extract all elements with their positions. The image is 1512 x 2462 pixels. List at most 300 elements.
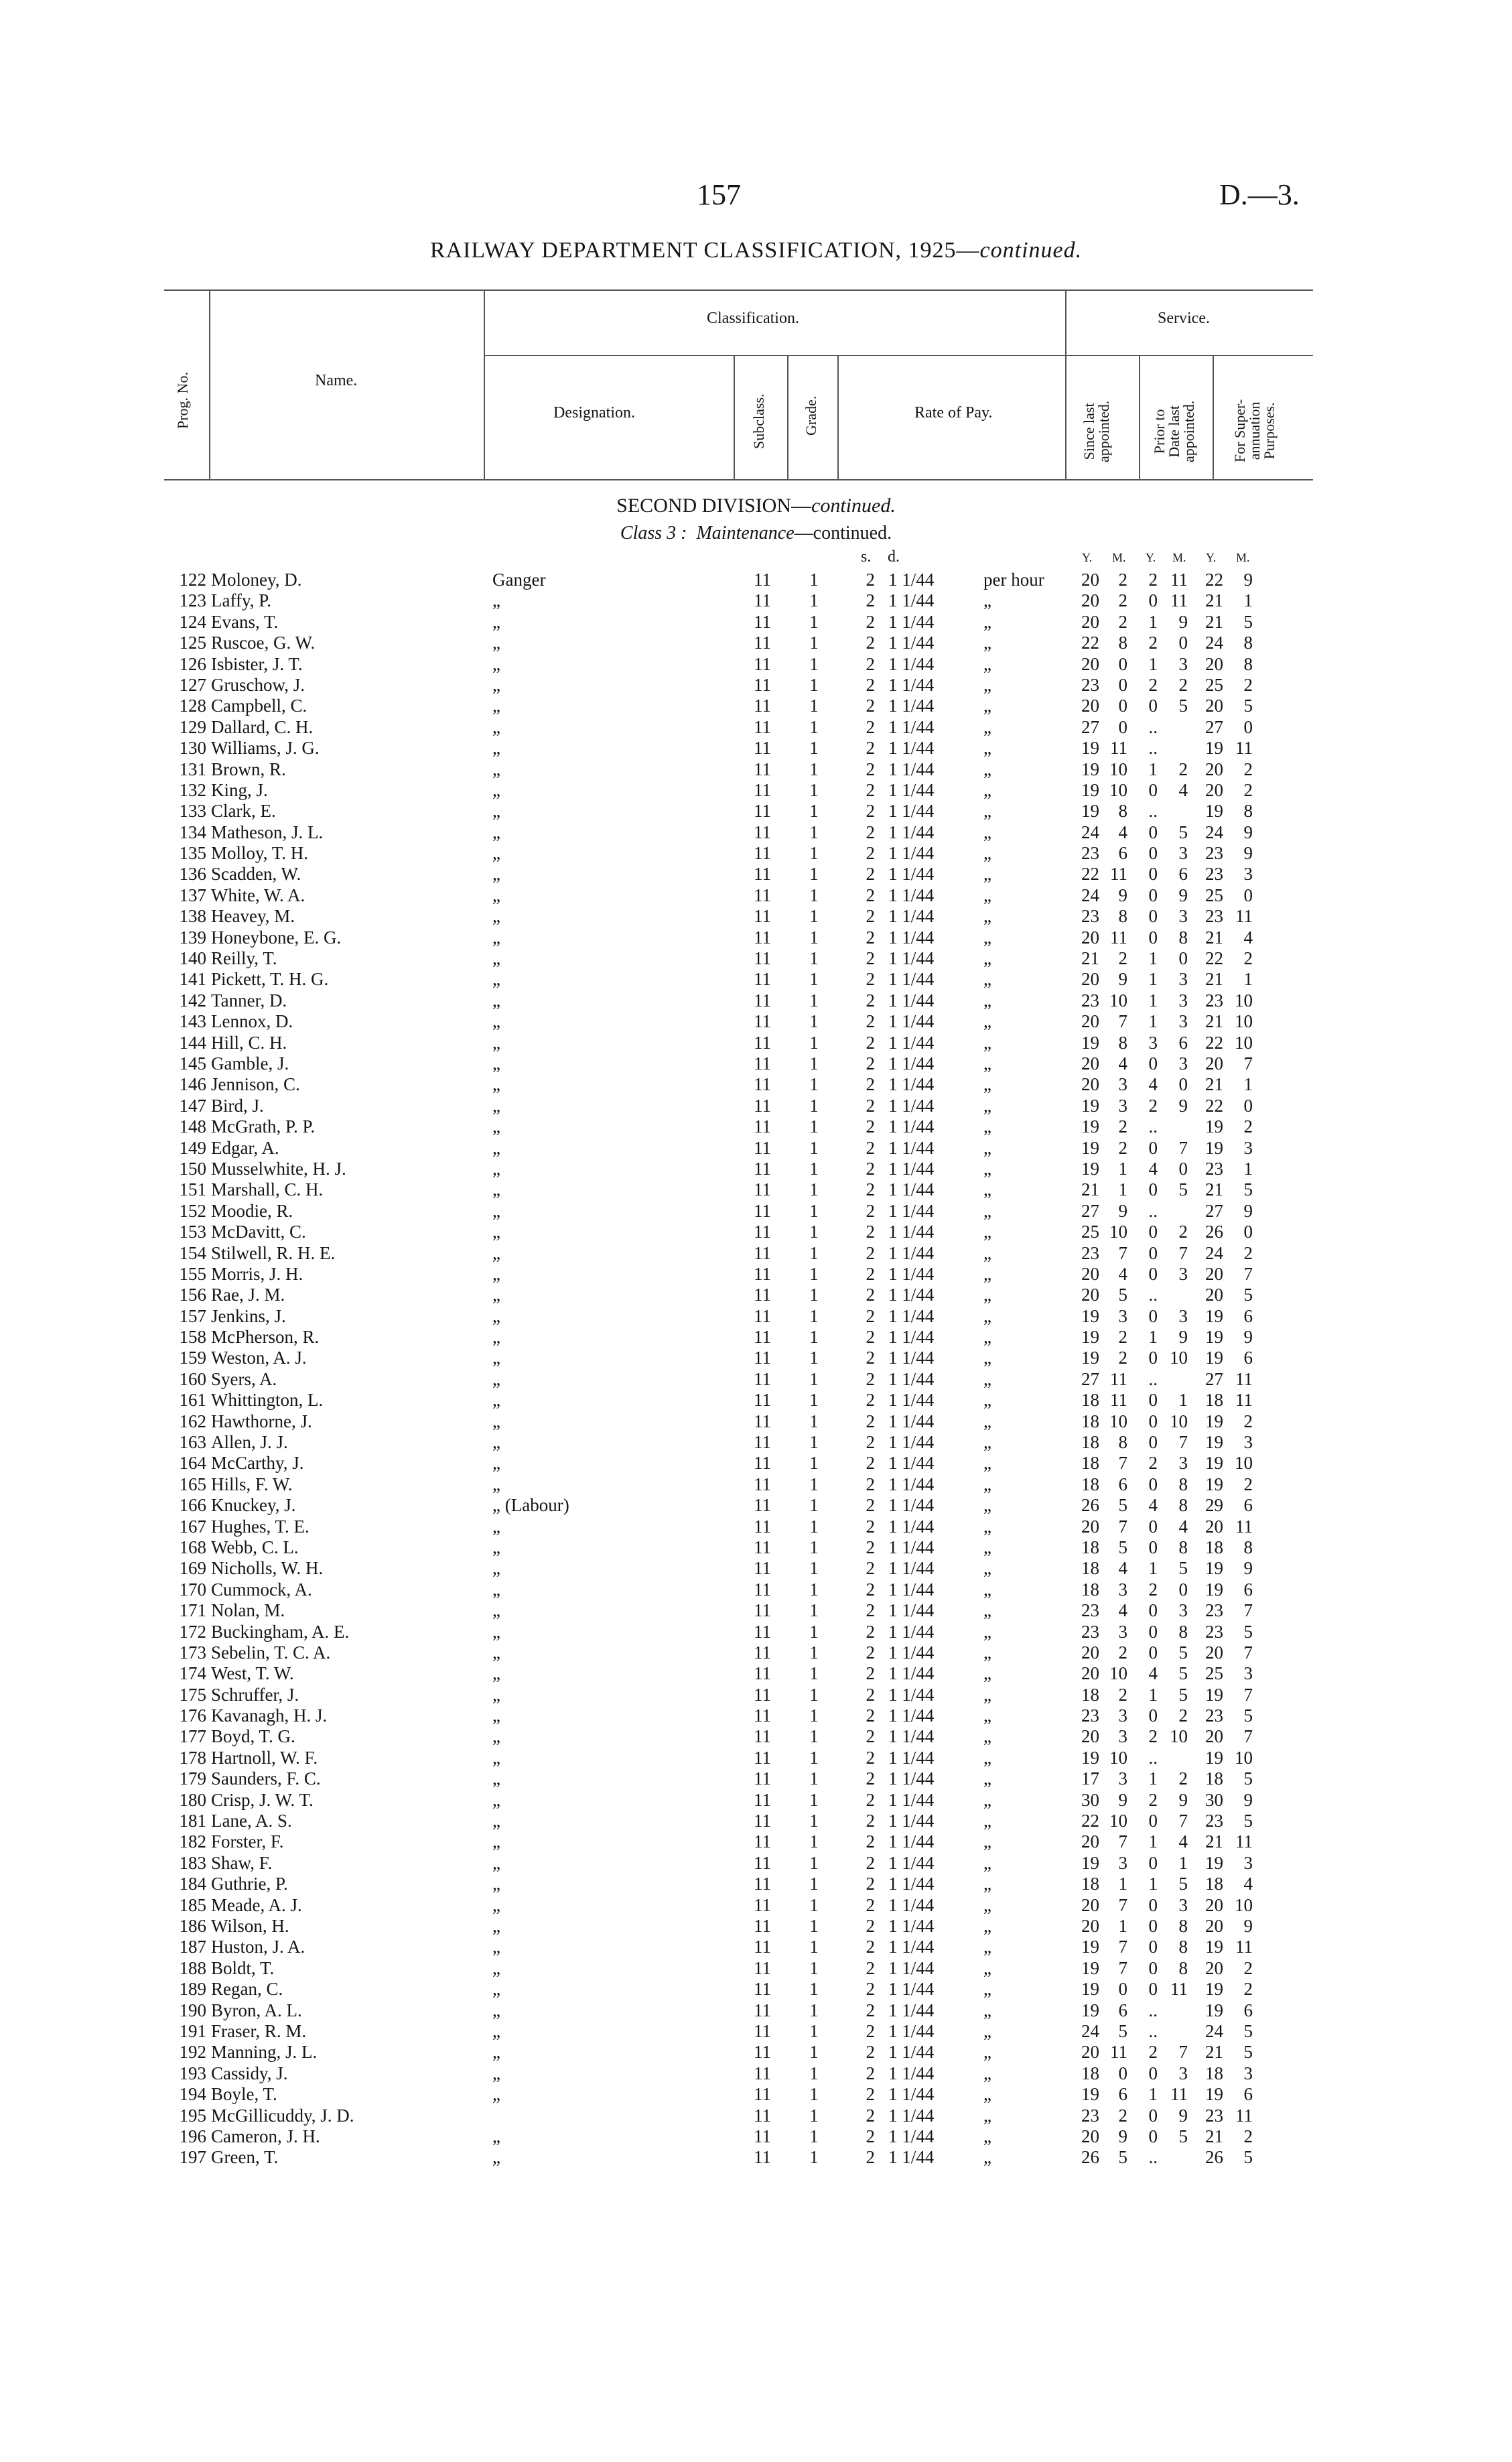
rate-period: „ xyxy=(983,1495,991,1516)
rate-period: „ xyxy=(983,1285,991,1305)
subclass: 11 xyxy=(754,1979,771,2000)
rate-shillings: 2 xyxy=(866,1663,875,1684)
employee-name: Ruscoe, G. W. xyxy=(211,633,316,653)
subclass: 11 xyxy=(754,1642,771,1663)
employee-name: Scadden, W. xyxy=(211,864,301,885)
subclass: 11 xyxy=(754,1348,771,1368)
rate-shillings: 2 xyxy=(866,674,875,695)
rate-period: „ xyxy=(983,1263,991,1284)
prior-years: 0 xyxy=(1148,2063,1158,2083)
prior-months: 8 xyxy=(1178,1937,1188,1957)
super-months: 3 xyxy=(1243,1852,1253,1873)
employee-name: White, W. A. xyxy=(211,885,305,905)
prog-number: 167 xyxy=(179,1516,206,1537)
super-months: 7 xyxy=(1243,1642,1253,1663)
rate-pence: 1 1/44 xyxy=(888,927,935,948)
rate-period: „ xyxy=(983,927,991,948)
header-since-last: Since last appointed. xyxy=(1081,400,1112,462)
prior-months: 5 xyxy=(1178,822,1188,842)
super-months: 10 xyxy=(1235,1747,1253,1768)
rate-period: „ xyxy=(983,1390,991,1411)
prog-number: 169 xyxy=(179,1558,206,1579)
rate-shillings: 2 xyxy=(866,1831,875,1852)
rate-period: „ xyxy=(983,1684,991,1705)
grade: 1 xyxy=(809,716,819,737)
rate-period: „ xyxy=(983,1179,991,1200)
super-months: 3 xyxy=(1243,1663,1253,1684)
since-last-years: 19 xyxy=(1081,1747,1099,1768)
prior-years: 1 xyxy=(1148,948,1158,969)
grade: 1 xyxy=(809,1852,819,1873)
prog-number: 180 xyxy=(179,1789,206,1810)
unit-years-3: Y. xyxy=(1206,551,1217,564)
super-years: 19 xyxy=(1205,1937,1223,1957)
classification-rule xyxy=(484,355,1065,356)
super-years: 27 xyxy=(1205,716,1223,737)
rate-shillings: 2 xyxy=(866,1874,875,1894)
rate-shillings: 2 xyxy=(866,990,875,1011)
super-years: 29 xyxy=(1205,1495,1223,1516)
rate-pence: 1 1/44 xyxy=(888,1327,935,1348)
designation: „ xyxy=(492,779,500,800)
header-subclass: Subclass. xyxy=(750,393,767,449)
rate-shillings: 2 xyxy=(866,1390,875,1411)
super-months: 5 xyxy=(1243,1179,1253,1200)
rate-period: „ xyxy=(983,1095,991,1116)
grade: 1 xyxy=(809,1200,819,1221)
since-last-years: 19 xyxy=(1081,1348,1099,1368)
super-months: 10 xyxy=(1235,1032,1253,1053)
rate-shillings: 2 xyxy=(866,2000,875,2020)
rate-pence: 1 1/44 xyxy=(888,2000,935,2020)
prog-number: 158 xyxy=(179,1327,206,1348)
prior-months: 10 xyxy=(1170,1726,1188,1747)
super-months: 8 xyxy=(1243,801,1253,822)
super-years: 23 xyxy=(1205,1621,1223,1642)
table-row xyxy=(0,696,1512,716)
rate-period: „ xyxy=(983,948,991,969)
table-row xyxy=(0,780,1512,801)
prior-months: 3 xyxy=(1178,653,1188,674)
prog-number: 194 xyxy=(179,2084,206,2105)
super-years: 21 xyxy=(1205,1011,1223,1032)
rate-shillings: 2 xyxy=(866,1811,875,1831)
employee-name: Moloney, D. xyxy=(211,570,302,590)
subclass: 11 xyxy=(754,2147,771,2168)
subclass: 11 xyxy=(754,2063,771,2083)
prior-months: 4 xyxy=(1178,1516,1188,1537)
rate-pence: 1 1/44 xyxy=(888,1768,935,1789)
grade: 1 xyxy=(809,1222,819,1242)
super-months: 1 xyxy=(1243,1074,1253,1095)
super-months: 9 xyxy=(1243,843,1253,864)
employee-name: Nicholls, W. H. xyxy=(211,1558,324,1579)
super-months: 5 xyxy=(1243,1285,1253,1305)
prior-months: 8 xyxy=(1178,1537,1188,1557)
rate-pence: 1 1/44 xyxy=(888,759,935,779)
since-last-months: 3 xyxy=(1118,1074,1127,1095)
employee-name: Kavanagh, H. J. xyxy=(211,1705,328,1726)
rate-pence: 1 1/44 xyxy=(888,1789,935,1810)
prior-years: 2 xyxy=(1148,1453,1158,1474)
prog-number: 193 xyxy=(179,2063,206,2083)
since-last-years: 19 xyxy=(1081,759,1099,779)
since-last-months: 2 xyxy=(1118,590,1127,611)
since-last-years: 27 xyxy=(1081,716,1099,737)
employee-name: Knuckey, J. xyxy=(211,1495,296,1516)
prior-years: 0 xyxy=(1148,864,1158,885)
since-last-years: 19 xyxy=(1081,1852,1099,1873)
designation: „ xyxy=(492,1327,500,1348)
since-last-years: 20 xyxy=(1081,653,1099,674)
subclass: 11 xyxy=(754,1831,771,1852)
designation: „ xyxy=(492,1390,500,1411)
super-months: 6 xyxy=(1243,2084,1253,2105)
grade: 1 xyxy=(809,1768,819,1789)
prior-months: 11 xyxy=(1170,570,1188,590)
prior-months: 5 xyxy=(1178,2126,1188,2146)
employee-name: Edgar, A. xyxy=(211,1137,279,1158)
subclass: 11 xyxy=(754,1600,771,1621)
prior-years: 0 xyxy=(1148,1242,1158,1263)
employee-name: Brown, R. xyxy=(211,759,286,779)
rate-pence: 1 1/44 xyxy=(888,1032,935,1053)
since-last-years: 19 xyxy=(1081,801,1099,822)
table-row xyxy=(0,1053,1512,1074)
super-years: 19 xyxy=(1205,801,1223,822)
employee-name: McDavitt, C. xyxy=(211,1222,306,1242)
rate-shillings: 2 xyxy=(866,969,875,990)
rate-period: „ xyxy=(983,1032,991,1053)
prog-number: 179 xyxy=(179,1768,206,1789)
table-row xyxy=(0,1853,1512,1874)
designation: „ xyxy=(492,1811,500,1831)
designation: „ xyxy=(492,1937,500,1957)
since-last-years: 19 xyxy=(1081,1032,1099,1053)
prog-number: 151 xyxy=(179,1179,206,1200)
prior-months: 7 xyxy=(1178,1811,1188,1831)
prior-years: 0 xyxy=(1148,1916,1158,1936)
prior-years: 3 xyxy=(1148,1032,1158,1053)
since-last-years: 18 xyxy=(1081,2063,1099,2083)
rate-shillings: 2 xyxy=(866,2126,875,2146)
since-last-years: 19 xyxy=(1081,1327,1099,1348)
rate-shillings: 2 xyxy=(866,948,875,969)
rate-shillings: 2 xyxy=(866,1011,875,1032)
rate-shillings: 2 xyxy=(866,1979,875,2000)
subclass: 11 xyxy=(754,1789,771,1810)
since-last-years: 19 xyxy=(1081,738,1099,759)
prior-months: 10 xyxy=(1170,1348,1188,1368)
since-last-years: 19 xyxy=(1081,1158,1099,1179)
subclass: 11 xyxy=(754,1368,771,1389)
super-years: 20 xyxy=(1205,1916,1223,1936)
grade: 1 xyxy=(809,927,819,948)
rate-period: „ xyxy=(983,759,991,779)
subclass: 11 xyxy=(754,1705,771,1726)
since-last-years: 18 xyxy=(1081,1432,1099,1453)
rate-period: „ xyxy=(983,1642,991,1663)
prog-number: 189 xyxy=(179,1979,206,2000)
rate-shillings: 2 xyxy=(866,653,875,674)
employee-name: Tanner, D. xyxy=(211,990,287,1011)
prior-months: 4 xyxy=(1178,1831,1188,1852)
since-last-years: 20 xyxy=(1081,2042,1099,2063)
designation: „ xyxy=(492,1158,500,1179)
subclass: 11 xyxy=(754,633,771,653)
rate-shillings: 2 xyxy=(866,2105,875,2126)
rate-period: „ xyxy=(983,674,991,695)
designation: „ xyxy=(492,1852,500,1873)
designation: „ xyxy=(492,2084,500,2105)
prior-years: 0 xyxy=(1148,1537,1158,1557)
since-last-years: 20 xyxy=(1081,1831,1099,1852)
table-row xyxy=(0,1011,1512,1032)
since-last-years: 20 xyxy=(1081,1894,1099,1915)
prior-years: 4 xyxy=(1148,1663,1158,1684)
super-years: 21 xyxy=(1205,1074,1223,1095)
col-divider-8 xyxy=(1213,355,1214,479)
super-years: 21 xyxy=(1205,611,1223,632)
prior-months: 3 xyxy=(1178,843,1188,864)
employee-name: Heavey, M. xyxy=(211,906,295,927)
super-months: 3 xyxy=(1243,1137,1253,1158)
rate-pence: 1 1/44 xyxy=(888,1621,935,1642)
table-row xyxy=(0,612,1512,633)
super-months: 11 xyxy=(1235,1937,1253,1957)
table-row xyxy=(0,1179,1512,1200)
subclass: 11 xyxy=(754,1285,771,1305)
prog-number: 165 xyxy=(179,1474,206,1494)
designation: „ xyxy=(492,2000,500,2020)
prior-months: 11 xyxy=(1170,1979,1188,2000)
prior-years: .. xyxy=(1148,738,1158,759)
super-months: 7 xyxy=(1243,1053,1253,1074)
unit-months-2: M. xyxy=(1172,551,1186,564)
employee-name: Weston, A. J. xyxy=(211,1348,307,1368)
super-years: 19 xyxy=(1205,1348,1223,1368)
subclass: 11 xyxy=(754,1327,771,1348)
rate-pence: 1 1/44 xyxy=(888,633,935,653)
since-last-months: 4 xyxy=(1118,1263,1127,1284)
designation: „ xyxy=(492,2042,500,2063)
subclass: 11 xyxy=(754,1811,771,1831)
col-divider-1 xyxy=(209,289,210,479)
grade: 1 xyxy=(809,2042,819,2063)
table-row xyxy=(0,990,1512,1011)
rate-pence: 1 1/44 xyxy=(888,990,935,1011)
table-row xyxy=(0,1831,1512,1852)
service-rule xyxy=(1065,355,1313,356)
rate-pence: 1 1/44 xyxy=(888,1305,935,1326)
since-last-months: 4 xyxy=(1118,1053,1127,1074)
prog-number: 166 xyxy=(179,1495,206,1516)
employee-name: Boldt, T. xyxy=(211,1957,275,1978)
table-row xyxy=(0,1748,1512,1768)
super-months: 5 xyxy=(1243,696,1253,716)
grade: 1 xyxy=(809,1558,819,1579)
super-years: 23 xyxy=(1205,990,1223,1011)
employee-name: Buckingham, A. E. xyxy=(211,1621,350,1642)
table-row xyxy=(0,1453,1512,1474)
designation: „ xyxy=(492,716,500,737)
rate-shillings: 2 xyxy=(866,1158,875,1179)
grade: 1 xyxy=(809,1579,819,1600)
designation: „ xyxy=(492,906,500,927)
since-last-months: 2 xyxy=(1118,1137,1127,1158)
table-row xyxy=(0,2147,1512,2168)
table-row xyxy=(0,1685,1512,1705)
prior-years: 0 xyxy=(1148,2105,1158,2126)
rate-period: „ xyxy=(983,1937,991,1957)
since-last-months: 3 xyxy=(1118,1726,1127,1747)
prior-years: 0 xyxy=(1148,906,1158,927)
table-row xyxy=(0,1895,1512,1916)
super-years: 20 xyxy=(1205,1642,1223,1663)
since-last-years: 24 xyxy=(1081,822,1099,842)
since-last-years: 20 xyxy=(1081,1011,1099,1032)
since-last-months: 2 xyxy=(1118,570,1127,590)
designation: „ xyxy=(492,696,500,716)
super-years: 20 xyxy=(1205,759,1223,779)
prior-months: 11 xyxy=(1170,2084,1188,2105)
rate-shillings: 2 xyxy=(866,1453,875,1474)
prior-months: 9 xyxy=(1178,1789,1188,1810)
header-prior-to: Prior to Date last appointed. xyxy=(1151,400,1197,462)
rate-pence: 1 1/44 xyxy=(888,1705,935,1726)
grade: 1 xyxy=(809,1432,819,1453)
prog-number: 148 xyxy=(179,1116,206,1137)
rate-shillings: 2 xyxy=(866,1621,875,1642)
rate-period: „ xyxy=(983,1705,991,1726)
super-months: 1 xyxy=(1243,969,1253,990)
since-last-years: 18 xyxy=(1081,1874,1099,1894)
since-last-months: 3 xyxy=(1118,1305,1127,1326)
rate-pence: 1 1/44 xyxy=(888,1537,935,1557)
prior-months: 3 xyxy=(1178,906,1188,927)
since-last-years: 22 xyxy=(1081,633,1099,653)
super-years: 20 xyxy=(1205,779,1223,800)
since-last-months: 8 xyxy=(1118,906,1127,927)
designation: „ xyxy=(492,1663,500,1684)
table-row xyxy=(0,1726,1512,1747)
col-divider-6 xyxy=(1065,289,1067,479)
prior-years: 0 xyxy=(1148,1642,1158,1663)
since-last-months: 3 xyxy=(1118,1705,1127,1726)
since-last-years: 19 xyxy=(1081,1937,1099,1957)
grade: 1 xyxy=(809,1032,819,1053)
subclass: 11 xyxy=(754,1032,771,1053)
since-last-years: 20 xyxy=(1081,1642,1099,1663)
super-months: 6 xyxy=(1243,2000,1253,2020)
subclass: 11 xyxy=(754,969,771,990)
employee-name: Jenkins, J. xyxy=(211,1305,286,1326)
since-last-years: 20 xyxy=(1081,1285,1099,1305)
grade: 1 xyxy=(809,1053,819,1074)
employee-name: Cameron, J. H. xyxy=(211,2126,320,2146)
since-last-months: 8 xyxy=(1118,1032,1127,1053)
prog-number: 190 xyxy=(179,2000,206,2020)
super-months: 2 xyxy=(1243,759,1253,779)
since-last-years: 23 xyxy=(1081,1242,1099,1263)
rate-shillings: 2 xyxy=(866,1768,875,1789)
prog-number: 192 xyxy=(179,2042,206,2063)
employee-name: Jennison, C. xyxy=(211,1074,300,1095)
header-rate-of-pay: Rate of Pay. xyxy=(914,404,993,422)
subclass: 11 xyxy=(754,1242,771,1263)
prog-number: 183 xyxy=(179,1852,206,1873)
super-months: 11 xyxy=(1235,1390,1253,1411)
table-row xyxy=(0,1958,1512,1979)
super-months: 8 xyxy=(1243,1537,1253,1557)
since-last-months: 10 xyxy=(1109,779,1127,800)
since-last-months: 8 xyxy=(1118,1432,1127,1453)
prior-years: 0 xyxy=(1148,1390,1158,1411)
prior-months: 1 xyxy=(1178,1852,1188,1873)
grade: 1 xyxy=(809,1474,819,1494)
grade: 1 xyxy=(809,590,819,611)
since-last-months: 11 xyxy=(1110,2042,1127,2063)
subclass: 11 xyxy=(754,1747,771,1768)
designation: „ xyxy=(492,759,500,779)
prior-months: 4 xyxy=(1178,779,1188,800)
grade: 1 xyxy=(809,1874,819,1894)
employee-name: Pickett, T. H. G. xyxy=(211,969,329,990)
grade: 1 xyxy=(809,1789,819,1810)
employee-name: Evans, T. xyxy=(211,611,279,632)
table-caption xyxy=(0,238,1512,263)
rate-shillings: 2 xyxy=(866,927,875,948)
grade: 1 xyxy=(809,1831,819,1852)
rate-period: „ xyxy=(983,696,991,716)
prior-years: .. xyxy=(1148,1747,1158,1768)
rate-pence: 1 1/44 xyxy=(888,2084,935,2105)
super-years: 21 xyxy=(1205,590,1223,611)
header-name: Name. xyxy=(315,372,358,389)
rate-period: „ xyxy=(983,843,991,864)
rate-pence: 1 1/44 xyxy=(888,1222,935,1242)
employee-name: Matheson, J. L. xyxy=(211,822,324,842)
table-row xyxy=(0,1579,1512,1600)
prog-number: 163 xyxy=(179,1432,206,1453)
designation: „ xyxy=(492,1874,500,1894)
rate-shillings: 2 xyxy=(866,2042,875,2063)
super-years: 21 xyxy=(1205,1831,1223,1852)
subclass: 11 xyxy=(754,990,771,1011)
rate-shillings: 2 xyxy=(866,1894,875,1915)
since-last-months: 7 xyxy=(1118,1242,1127,1263)
rate-pence: 1 1/44 xyxy=(888,1957,935,1978)
employee-name: McPherson, R. xyxy=(211,1327,320,1348)
prior-years: .. xyxy=(1148,1368,1158,1389)
grade: 1 xyxy=(809,822,819,842)
rate-pence: 1 1/44 xyxy=(888,1095,935,1116)
prior-years: 0 xyxy=(1148,590,1158,611)
grade: 1 xyxy=(809,1348,819,1368)
subclass: 11 xyxy=(754,1894,771,1915)
since-last-months: 6 xyxy=(1118,2000,1127,2020)
since-last-years: 30 xyxy=(1081,1789,1099,1810)
super-years: 23 xyxy=(1205,843,1223,864)
rate-period: „ xyxy=(983,1474,991,1494)
rate-pence: 1 1/44 xyxy=(888,843,935,864)
rate-shillings: 2 xyxy=(866,1684,875,1705)
header-service: Service. xyxy=(1158,310,1210,327)
super-years: 23 xyxy=(1205,864,1223,885)
grade: 1 xyxy=(809,1242,819,1263)
employee-name: Byron, A. L. xyxy=(211,2000,302,2020)
prog-number: 124 xyxy=(179,611,206,632)
